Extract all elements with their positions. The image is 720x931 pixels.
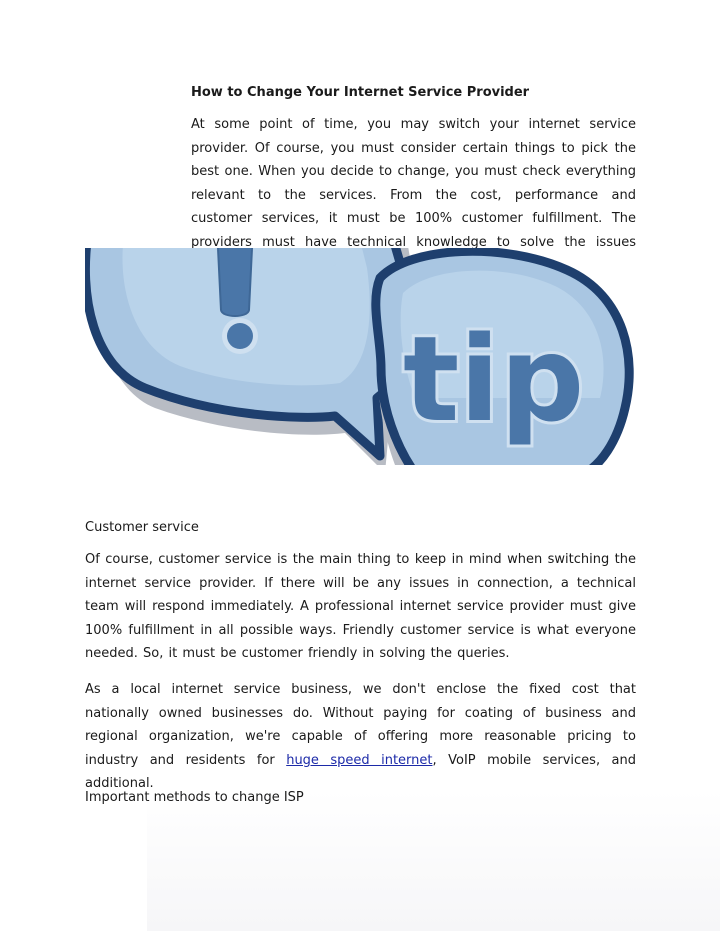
page-shade [147, 790, 720, 931]
intro-paragraph: At some point of time, you may switch your internet service provider. Of course, you must consider certain things to pick the best one. When you decide to change, you must check everything relevant to the services. From the cost, performance and customer services, it must be 100% customer fulfillment. The providers must have technical knowledge to solve the issues [191, 117, 636, 250]
customer-service-paragraph [85, 548, 636, 666]
section-heading-customer-service: Customer service [85, 520, 199, 535]
section-heading-important-methods: Important methods to change ISP [85, 790, 304, 805]
document-title: How to Change Your Internet Service Provider [191, 85, 530, 100]
tip-lettering: tip [403, 310, 585, 448]
exclamation-dot [227, 323, 253, 349]
tip-illustration [85, 248, 636, 465]
tip-speech-bubble-icon [85, 248, 636, 465]
local-business-text-after-link: , VoIP mobile services, and additional. [85, 752, 636, 792]
huge-speed-internet-link[interactable]: huge speed internet [286, 752, 433, 768]
customer-service-paragraph-text: Of course, customer service is the main thing to keep in mind when switching the internet service provider. If there will be any issues in connection, a technical team will respond immediately. A professional internet service provider must give 100% fulfillment in all possible ways. Friendly customer service is what everyone needed. So, it must be customer friendly in solving the queries. [85, 552, 636, 662]
local-business-text-before-link: As a local internet service business, we don't enclose the fixed cost that nationally owned businesses do. Without paying for coating of business and regional organization, we're capable of offering more reasonable pricing to industry and residents for [85, 682, 636, 768]
exclamation-bar [217, 248, 253, 316]
local-business-paragraph [85, 678, 636, 796]
